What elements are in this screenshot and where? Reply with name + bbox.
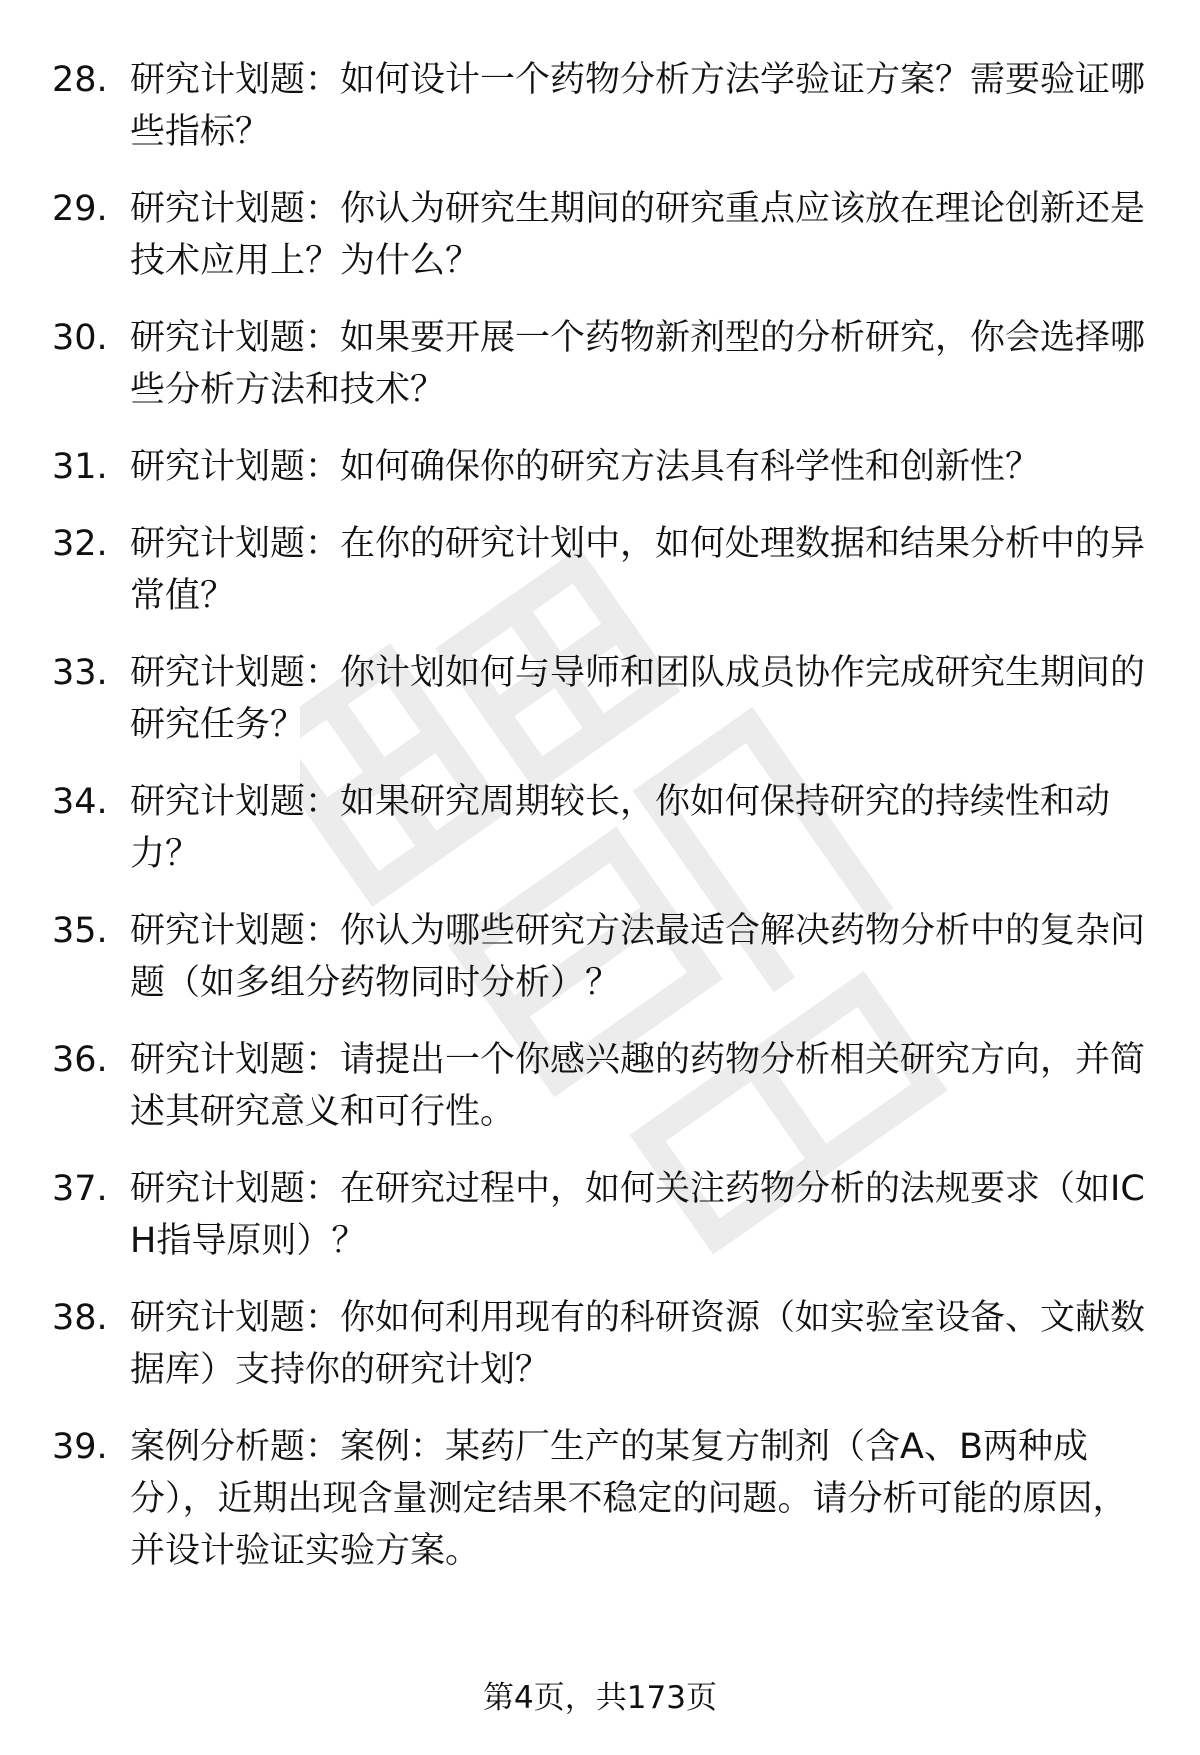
- question-text: 研究计划题：如何设计一个药物分析方法学验证方案？需要验证哪些指标？: [130, 60, 1146, 152]
- question-number: 38.: [52, 1298, 108, 1338]
- question-item: [52, 312, 1162, 416]
- question-text: 研究计划题：如果要开展一个药物新剂型的分析研究，你会选择哪些分析方法和技术？: [130, 318, 1146, 410]
- question-number: 29.: [52, 189, 108, 229]
- question-item: [52, 183, 1162, 287]
- question-number: 39.: [52, 1427, 108, 1467]
- question-number: 37.: [52, 1169, 108, 1209]
- question-text: 研究计划题：如果研究周期较长，你如何保持研究的持续性和动力？: [130, 782, 1111, 874]
- question-item: [52, 1163, 1162, 1267]
- question-item: [52, 1034, 1162, 1138]
- question-item: [52, 518, 1162, 622]
- question-number: 36.: [52, 1040, 108, 1080]
- question-text: 研究计划题：你认为哪些研究方法最适合解决药物分析中的复杂问题（如多组分药物同时分析）？: [130, 911, 1146, 1003]
- question-item: [52, 1421, 1162, 1577]
- question-number: 33.: [52, 653, 108, 693]
- question-item: [52, 647, 1162, 751]
- question-number: 31.: [52, 447, 108, 487]
- question-item: [52, 905, 1162, 1009]
- question-text: 研究计划题：在研究过程中，如何关注药物分析的法规要求（如ICH指导原则）？: [130, 1169, 1145, 1261]
- question-text: 研究计划题：请提出一个你感兴趣的药物分析相关研究方向，并简述其研究意义和可行性。: [130, 1040, 1146, 1132]
- question-text: 研究计划题：如何确保你的研究方法具有科学性和创新性？: [130, 447, 1041, 487]
- question-number: 28.: [52, 60, 108, 100]
- question-item: [52, 1292, 1162, 1396]
- question-text: 研究计划题：你计划如何与导师和团队成员协作完成研究生期间的研究任务？: [130, 653, 1146, 745]
- question-number: 34.: [52, 782, 108, 822]
- page-footer: [0, 1678, 1200, 1718]
- question-text: 研究计划题：你认为研究生期间的研究重点应该放在理论创新还是技术应用上？为什么？: [130, 189, 1146, 281]
- question-number: 32.: [52, 524, 108, 564]
- question-number: 35.: [52, 911, 108, 951]
- question-number: 30.: [52, 318, 108, 358]
- question-list: [52, 54, 1162, 1602]
- page-number: 第4页，共173页: [483, 1680, 717, 1716]
- question-item: [52, 54, 1162, 158]
- question-text: 研究计划题：在你的研究计划中，如何处理数据和结果分析中的异常值？: [130, 524, 1146, 616]
- question-text: 研究计划题：你如何利用现有的科研资源（如实验室设备、文献数据库）支持你的研究计划？: [130, 1298, 1146, 1390]
- question-text: 案例分析题：案例：某药厂生产的某复方制剂（含A、B两种成分），近期出现含量测定结果不稳定的问题。请分析可能的原因，并设计验证实验方案。: [130, 1427, 1128, 1571]
- question-item: [52, 441, 1162, 493]
- question-item: [52, 776, 1162, 880]
